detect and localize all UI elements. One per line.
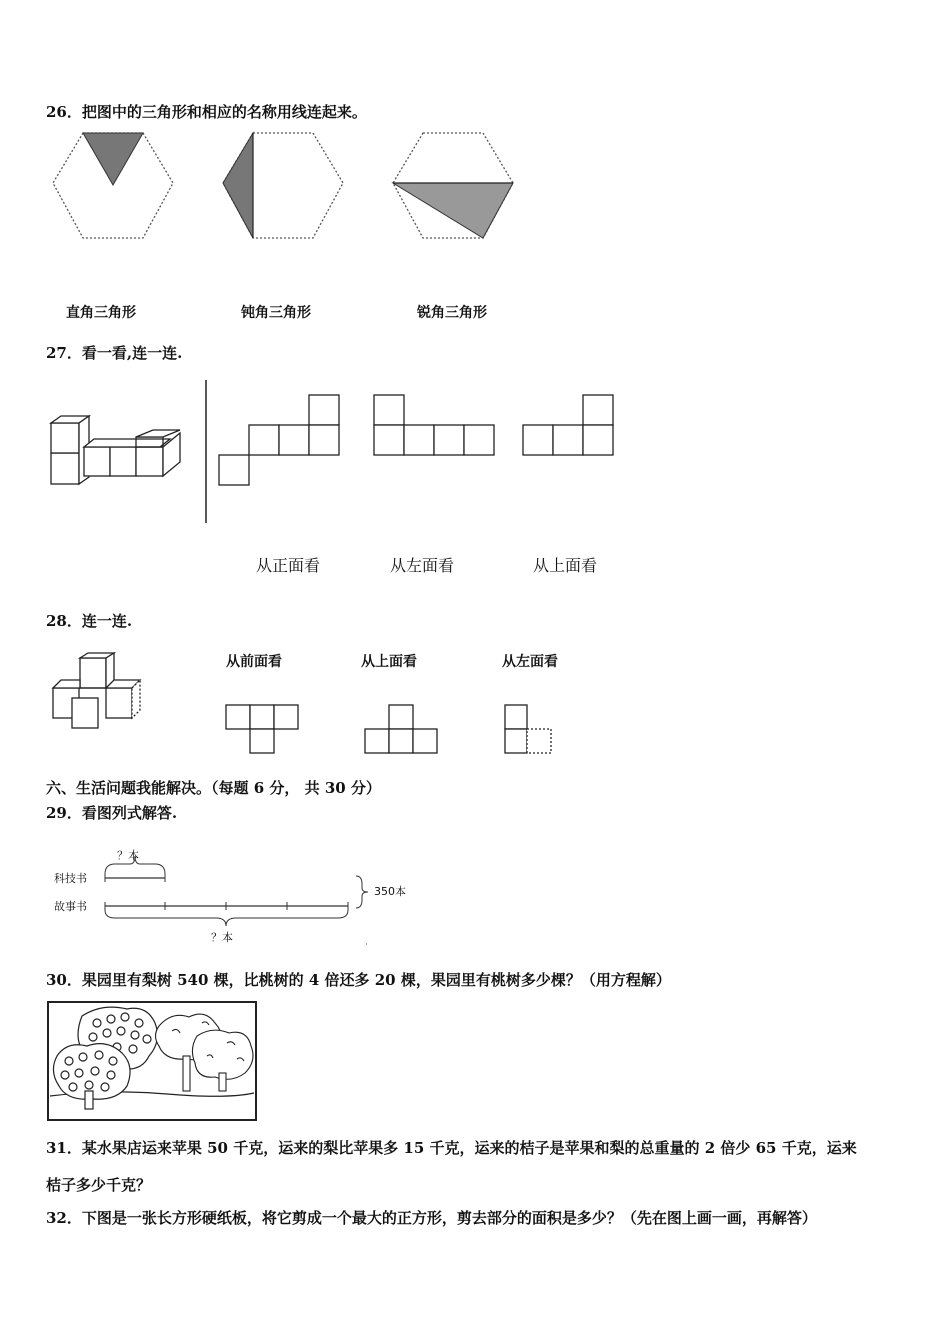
q26-hexagons xyxy=(48,128,528,246)
q28-figures xyxy=(48,650,568,760)
q28-view-top xyxy=(365,705,437,753)
q26-label-obtuse: 钝角三角形 xyxy=(241,305,311,321)
hexagon-obtuse-triangle xyxy=(223,133,343,238)
q27-title: 27．看一看,连一连. xyxy=(46,344,183,362)
q32-title: 32．下图是一张长方形硬纸板，将它剪成一个最大的正方形，剪去部分的面积是多少？（先在图上画一画，再解答） xyxy=(46,1209,817,1227)
q27-label-top: 从上面看 xyxy=(533,556,598,575)
q28-view-left xyxy=(505,705,551,753)
q27-solid-blocks xyxy=(51,416,180,484)
q28-view-front xyxy=(226,705,298,753)
q29-top-question: ？本 xyxy=(117,849,139,862)
q28-label-front: 从前面看 xyxy=(226,654,282,670)
q27-view-b xyxy=(374,395,494,455)
q30-title: 30．果园里有梨树 540 棵，比桃树的 4 倍还多 20 棵，果园里有桃树多少棵？（用方程解） xyxy=(46,971,671,989)
q31-line1: 31．某水果店运来苹果 50 千克，运来的梨比苹果多 15 千克，运来的桔子是苹果和梨的总重量的 2 倍少 65 千克，运来 xyxy=(46,1139,857,1157)
q27-view-c xyxy=(523,395,613,455)
q28-solid-blocks xyxy=(53,653,140,728)
q26-label-acute: 锐角三角形 xyxy=(417,305,487,321)
q29-row-science: 科技书 xyxy=(54,872,87,885)
hexagon-right-triangle xyxy=(53,133,173,238)
q29-row-story: 故事书 xyxy=(54,900,87,913)
q28-label-top: 从上面看 xyxy=(361,654,417,670)
q27-view-a xyxy=(219,395,339,485)
q27-figures xyxy=(46,378,626,528)
q29-bottom-question: ？本 xyxy=(211,931,233,944)
q26-title: 26．把图中的三角形和相应的名称用线连起来。 xyxy=(46,103,367,121)
section6-title: 六、生活问题我能解决。（每题 6 分， 共 30 分） xyxy=(46,779,381,797)
q26-label-right: 直角三角形 xyxy=(66,305,136,321)
q29-title: 29．看图列式解答. xyxy=(46,804,178,822)
q31-line2: 桔子多少千克？ xyxy=(46,1176,152,1194)
q27-label-front: 从正面看 xyxy=(256,556,321,575)
q27-label-left: 从左面看 xyxy=(390,556,455,575)
q28-title: 28．连一连. xyxy=(46,612,133,630)
q28-label-left: 从左面看 xyxy=(502,654,558,670)
q29-total: 350本 xyxy=(374,885,406,898)
hexagon-acute-triangle xyxy=(393,133,513,238)
q30-orchard-illustration xyxy=(47,1001,259,1123)
q29-diagram xyxy=(48,842,428,950)
